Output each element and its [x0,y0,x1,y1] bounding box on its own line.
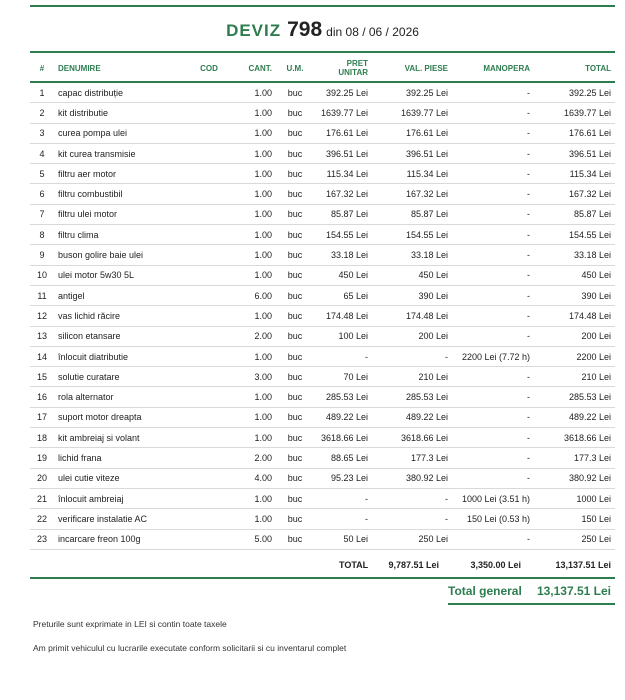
row-cod [187,387,231,407]
row-total: 1639.77 Lei [534,103,615,123]
row-pret-unitar: 176.61 Lei [314,123,372,143]
table-row [30,306,615,326]
row-number: 10 [30,265,54,285]
row-pret-unitar: - [314,346,372,366]
items-table [30,55,615,550]
row-cant: 4.00 [231,468,276,488]
row-manopera: - [452,387,534,407]
row-manopera: 150 Lei (0.53 h) [452,509,534,529]
grand-total-label: Total general [448,584,522,598]
totals-manopera: 3,350.00 Lei [470,560,521,570]
row-number: 18 [30,428,54,448]
row-number: 1 [30,82,54,103]
note-reception: Am primit vehiculul cu lucrarile executate conform solicitarii si cu inventarul complet [33,643,347,653]
row-cant: 1.00 [231,184,276,204]
row-number: 7 [30,204,54,224]
row-cant: 1.00 [231,143,276,163]
row-cant: 1.00 [231,387,276,407]
row-denumire: ulei cutie viteze [54,468,187,488]
table-row [30,204,615,224]
row-manopera: - [452,529,534,549]
row-number: 6 [30,184,54,204]
totals-row [30,556,615,576]
row-number: 11 [30,285,54,305]
row-denumire: silicon etansare [54,326,187,346]
table-row [30,225,615,245]
row-cant: 2.00 [231,326,276,346]
row-val-piese: 33.18 Lei [372,245,452,265]
table-body [30,82,615,549]
row-um: buc [276,265,314,285]
row-um: buc [276,306,314,326]
row-cant: 5.00 [231,529,276,549]
col-header-denumire: DENUMIRE [54,55,187,82]
row-cod [187,367,231,387]
row-cod [187,468,231,488]
table-row [30,143,615,163]
row-um: buc [276,285,314,305]
row-cant: 1.00 [231,407,276,427]
row-total: 115.34 Lei [534,164,615,184]
row-denumire: solutie curatare [54,367,187,387]
col-header-val-piese: VAL. PIESE [372,55,452,82]
row-number: 21 [30,488,54,508]
row-manopera: - [452,326,534,346]
row-cod [187,123,231,143]
deviz-label: DEVIZ [226,21,282,40]
row-um: buc [276,488,314,508]
row-manopera: 2200 Lei (7.72 h) [452,346,534,366]
totals-divider [30,577,615,579]
row-val-piese: 380.92 Lei [372,468,452,488]
row-total: 177.3 Lei [534,448,615,468]
row-um: buc [276,225,314,245]
row-manopera: - [452,367,534,387]
row-number: 16 [30,387,54,407]
row-denumire: antigel [54,285,187,305]
row-number: 12 [30,306,54,326]
row-manopera: - [452,184,534,204]
col-header-cant: CANT. [231,55,276,82]
row-val-piese: 392.25 Lei [372,82,452,103]
row-manopera: - [452,164,534,184]
row-total: 1000 Lei [534,488,615,508]
row-number: 5 [30,164,54,184]
row-total: 380.92 Lei [534,468,615,488]
row-denumire: incarcare freon 100g [54,529,187,549]
row-val-piese: - [372,509,452,529]
row-um: buc [276,245,314,265]
col-header-nr: # [30,55,54,82]
document-title [30,18,615,42]
row-manopera: - [452,265,534,285]
row-pret-unitar: 65 Lei [314,285,372,305]
row-pret-unitar: 85.87 Lei [314,204,372,224]
col-header-cod: COD [187,55,231,82]
row-number: 9 [30,245,54,265]
row-denumire: filtru clima [54,225,187,245]
row-val-piese: - [372,488,452,508]
row-pret-unitar: 1639.77 Lei [314,103,372,123]
row-um: buc [276,529,314,549]
row-total: 33.18 Lei [534,245,615,265]
row-um: buc [276,143,314,163]
row-cod [187,82,231,103]
row-denumire: filtru combustibil [54,184,187,204]
col-header-pret-unitar: PRET UNITAR [314,55,372,82]
row-val-piese: 450 Lei [372,265,452,285]
row-cod [187,184,231,204]
row-number: 20 [30,468,54,488]
row-cant: 1.00 [231,123,276,143]
table-row [30,509,615,529]
table-row [30,164,615,184]
row-um: buc [276,164,314,184]
table-row [30,529,615,549]
row-val-piese: 177.3 Lei [372,448,452,468]
table-header-row [30,55,615,82]
row-pret-unitar: 396.51 Lei [314,143,372,163]
row-um: buc [276,123,314,143]
row-cant: 1.00 [231,346,276,366]
row-val-piese: 396.51 Lei [372,143,452,163]
row-um: buc [276,428,314,448]
row-pret-unitar: 115.34 Lei [314,164,372,184]
row-manopera: - [452,123,534,143]
row-cod [187,143,231,163]
row-cant: 2.00 [231,448,276,468]
row-denumire: capac distribuție [54,82,187,103]
row-manopera: - [452,428,534,448]
table-row [30,326,615,346]
row-cod [187,448,231,468]
row-cod [187,509,231,529]
row-cod [187,285,231,305]
row-total: 489.22 Lei [534,407,615,427]
row-pret-unitar: 88.65 Lei [314,448,372,468]
row-cod [187,225,231,245]
table-row [30,245,615,265]
row-manopera: - [452,204,534,224]
row-manopera: - [452,306,534,326]
row-pret-unitar: 450 Lei [314,265,372,285]
row-val-piese: 250 Lei [372,529,452,549]
row-manopera: - [452,103,534,123]
table-row [30,103,615,123]
row-pret-unitar: 33.18 Lei [314,245,372,265]
row-total: 85.87 Lei [534,204,615,224]
row-total: 450 Lei [534,265,615,285]
row-denumire: ulei motor 5w30 5L [54,265,187,285]
row-denumire: curea pompa ulei [54,123,187,143]
row-total: 210 Lei [534,367,615,387]
row-um: buc [276,346,314,366]
row-um: buc [276,387,314,407]
row-val-piese: 285.53 Lei [372,387,452,407]
row-denumire: filtru aer motor [54,164,187,184]
row-total: 154.55 Lei [534,225,615,245]
row-denumire: buson golire baie ulei [54,245,187,265]
row-cod [187,245,231,265]
row-cant: 1.00 [231,245,276,265]
row-um: buc [276,509,314,529]
row-total: 3618.66 Lei [534,428,615,448]
title-divider [30,51,615,53]
row-manopera: - [452,407,534,427]
row-cant: 3.00 [231,367,276,387]
row-manopera: - [452,82,534,103]
row-cod [187,488,231,508]
table-row [30,265,615,285]
row-manopera: - [452,448,534,468]
col-header-total: TOTAL [534,55,615,82]
row-pret-unitar: 285.53 Lei [314,387,372,407]
row-number: 23 [30,529,54,549]
row-cod [187,103,231,123]
table-row [30,428,615,448]
row-um: buc [276,468,314,488]
row-cant: 1.00 [231,428,276,448]
row-manopera: - [452,468,534,488]
row-total: 150 Lei [534,509,615,529]
row-number: 13 [30,326,54,346]
row-pret-unitar: 167.32 Lei [314,184,372,204]
table-row [30,448,615,468]
row-cant: 1.00 [231,164,276,184]
row-pret-unitar: 100 Lei [314,326,372,346]
row-total: 250 Lei [534,529,615,549]
row-cod [187,529,231,549]
row-um: buc [276,407,314,427]
table-row [30,82,615,103]
table-row [30,184,615,204]
row-manopera: - [452,143,534,163]
grand-total [30,584,615,602]
row-total: 176.61 Lei [534,123,615,143]
grand-total-value: 13,137.51 Lei [536,584,611,598]
row-um: buc [276,326,314,346]
deviz-number: 798 [287,18,323,41]
row-cant: 1.00 [231,306,276,326]
row-pret-unitar: - [314,509,372,529]
row-um: buc [276,204,314,224]
row-pret-unitar: 154.55 Lei [314,225,372,245]
row-cant: 1.00 [231,103,276,123]
col-header-um: U.M. [276,55,314,82]
row-cod [187,428,231,448]
row-cant: 1.00 [231,82,276,103]
row-cod [187,306,231,326]
row-cod [187,164,231,184]
row-total: 174.48 Lei [534,306,615,326]
row-val-piese: 489.22 Lei [372,407,452,427]
row-total: 396.51 Lei [534,143,615,163]
row-total: 390 Lei [534,285,615,305]
row-val-piese: 167.32 Lei [372,184,452,204]
row-pret-unitar: 174.48 Lei [314,306,372,326]
row-cod [187,407,231,427]
deviz-date: din 08 / 06 / 2026 [326,25,419,39]
row-pret-unitar: - [314,488,372,508]
row-total: 392.25 Lei [534,82,615,103]
table-row [30,407,615,427]
row-number: 14 [30,346,54,366]
row-number: 15 [30,367,54,387]
row-pret-unitar: 50 Lei [314,529,372,549]
row-cant: 1.00 [231,509,276,529]
row-denumire: kit ambreiaj si volant [54,428,187,448]
row-number: 17 [30,407,54,427]
row-number: 19 [30,448,54,468]
table-row [30,468,615,488]
top-divider [30,5,615,7]
row-cod [187,265,231,285]
row-number: 4 [30,143,54,163]
col-header-manopera: MANOPERA [452,55,534,82]
row-number: 3 [30,123,54,143]
row-total: 285.53 Lei [534,387,615,407]
row-um: buc [276,82,314,103]
row-pret-unitar: 95.23 Lei [314,468,372,488]
row-pret-unitar: 489.22 Lei [314,407,372,427]
row-total: 2200 Lei [534,346,615,366]
row-cant: 1.00 [231,225,276,245]
row-cant: 1.00 [231,488,276,508]
table-row [30,387,615,407]
row-denumire: lichid frana [54,448,187,468]
row-val-piese: 154.55 Lei [372,225,452,245]
row-pret-unitar: 392.25 Lei [314,82,372,103]
row-manopera: 1000 Lei (3.51 h) [452,488,534,508]
row-val-piese: 390 Lei [372,285,452,305]
totals-label: TOTAL [339,560,369,570]
table-row [30,285,615,305]
row-cant: 1.00 [231,265,276,285]
totals-total: 13,137.51 Lei [555,560,611,570]
row-val-piese: 176.61 Lei [372,123,452,143]
row-number: 8 [30,225,54,245]
row-denumire: înlocuit diatributie [54,346,187,366]
row-pret-unitar: 3618.66 Lei [314,428,372,448]
row-pret-unitar: 70 Lei [314,367,372,387]
row-cant: 6.00 [231,285,276,305]
row-denumire: vas lichid răcire [54,306,187,326]
row-manopera: - [452,225,534,245]
row-val-piese: 1639.77 Lei [372,103,452,123]
row-val-piese: 115.34 Lei [372,164,452,184]
row-total: 200 Lei [534,326,615,346]
row-denumire: rola alternator [54,387,187,407]
table-row [30,346,615,366]
row-cod [187,346,231,366]
row-val-piese: - [372,346,452,366]
row-total: 167.32 Lei [534,184,615,204]
row-denumire: înlocuit ambreiaj [54,488,187,508]
row-val-piese: 210 Lei [372,367,452,387]
row-number: 22 [30,509,54,529]
row-um: buc [276,184,314,204]
row-denumire: filtru ulei motor [54,204,187,224]
row-cant: 1.00 [231,204,276,224]
row-um: buc [276,367,314,387]
row-number: 2 [30,103,54,123]
table-row [30,367,615,387]
row-manopera: - [452,285,534,305]
row-val-piese: 200 Lei [372,326,452,346]
row-um: buc [276,103,314,123]
table-row [30,123,615,143]
row-cod [187,326,231,346]
table-row [30,488,615,508]
note-prices: Preturile sunt exprimate in LEI si contin toate taxele [33,619,227,629]
row-denumire: kit curea transmisie [54,143,187,163]
row-val-piese: 85.87 Lei [372,204,452,224]
totals-piese: 9,787.51 Lei [388,560,439,570]
grand-total-divider [448,603,615,605]
row-denumire: kit distributie [54,103,187,123]
row-um: buc [276,448,314,468]
row-denumire: verificare instalatie AC [54,509,187,529]
row-denumire: suport motor dreapta [54,407,187,427]
row-val-piese: 174.48 Lei [372,306,452,326]
row-cod [187,204,231,224]
row-manopera: - [452,245,534,265]
row-val-piese: 3618.66 Lei [372,428,452,448]
